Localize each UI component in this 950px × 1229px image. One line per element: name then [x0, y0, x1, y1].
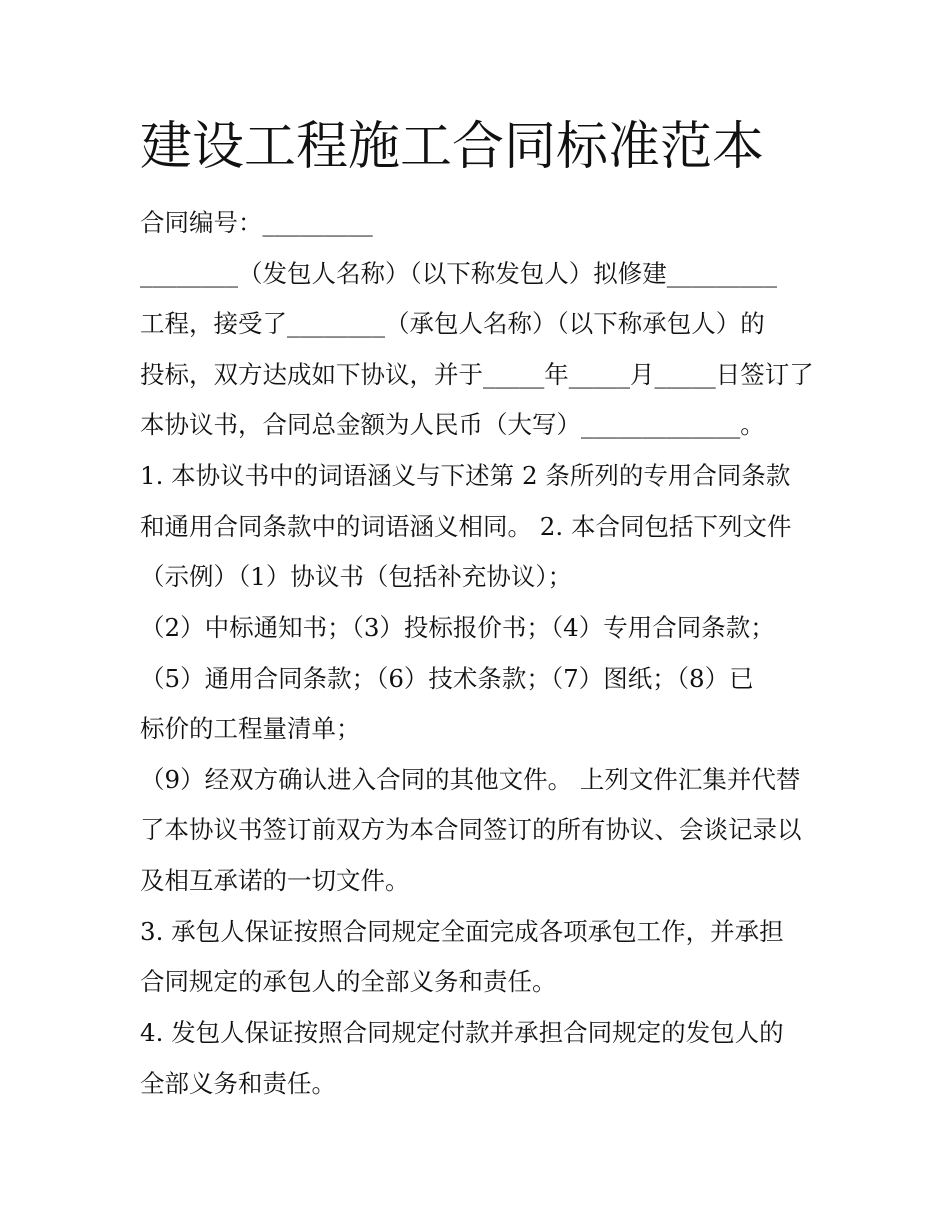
paragraph-line: 全部义务和责任。	[140, 1069, 336, 1098]
paragraph-line: （5）通用合同条款；（6）技术条款；（7）图纸；（8）已	[140, 664, 754, 693]
clause-4-line: 4. 发包人保证按照合同规定付款并承担合同规定的发包人的	[140, 1018, 784, 1047]
document-title: 建设工程施工合同标准范本	[140, 117, 765, 177]
clause-1-line: 1. 本协议书中的词语涵义与下述第 2 条所列的专用合同条款	[140, 461, 791, 490]
paragraph-line: （2）中标通知书；（3）投标报价书；（4）专用合同条款；	[140, 613, 775, 642]
contract-number-line: 合同编号：_________	[140, 208, 373, 237]
paragraph-line: （示例）（1）协议书（包括补充协议）；	[140, 562, 573, 591]
paragraph-line: （9）经双方确认进入合同的其他文件。 上列文件汇集并代替	[140, 765, 801, 794]
paragraph-line: 及相互承诺的一切文件。	[140, 866, 410, 895]
paragraph-line: 本协议书，合同总金额为人民币（大写）_____________。	[140, 410, 765, 439]
paragraph-line: 标价的工程量清单；	[140, 714, 361, 743]
paragraph-line: 和通用合同条款中的词语涵义相同。 2. 本合同包括下列文件	[140, 512, 792, 541]
paragraph-line: 合同规定的承包人的全部义务和责任。	[140, 967, 557, 996]
paragraph-line: ________（发包人名称）（以下称发包人）拟修建_________	[140, 259, 777, 288]
paragraph-line: 了本协议书签订前双方为本合同签订的所有协议、会谈记录以	[140, 815, 802, 844]
paragraph-line: 工程，接受了________（承包人名称）（以下称承包人）的	[140, 309, 765, 338]
clause-3-line: 3. 承包人保证按照合同规定全面完成各项承包工作，并承担	[140, 917, 784, 946]
paragraph-line: 投标，双方达成如下协议，并于_____年_____月_____日签订了	[140, 360, 814, 389]
